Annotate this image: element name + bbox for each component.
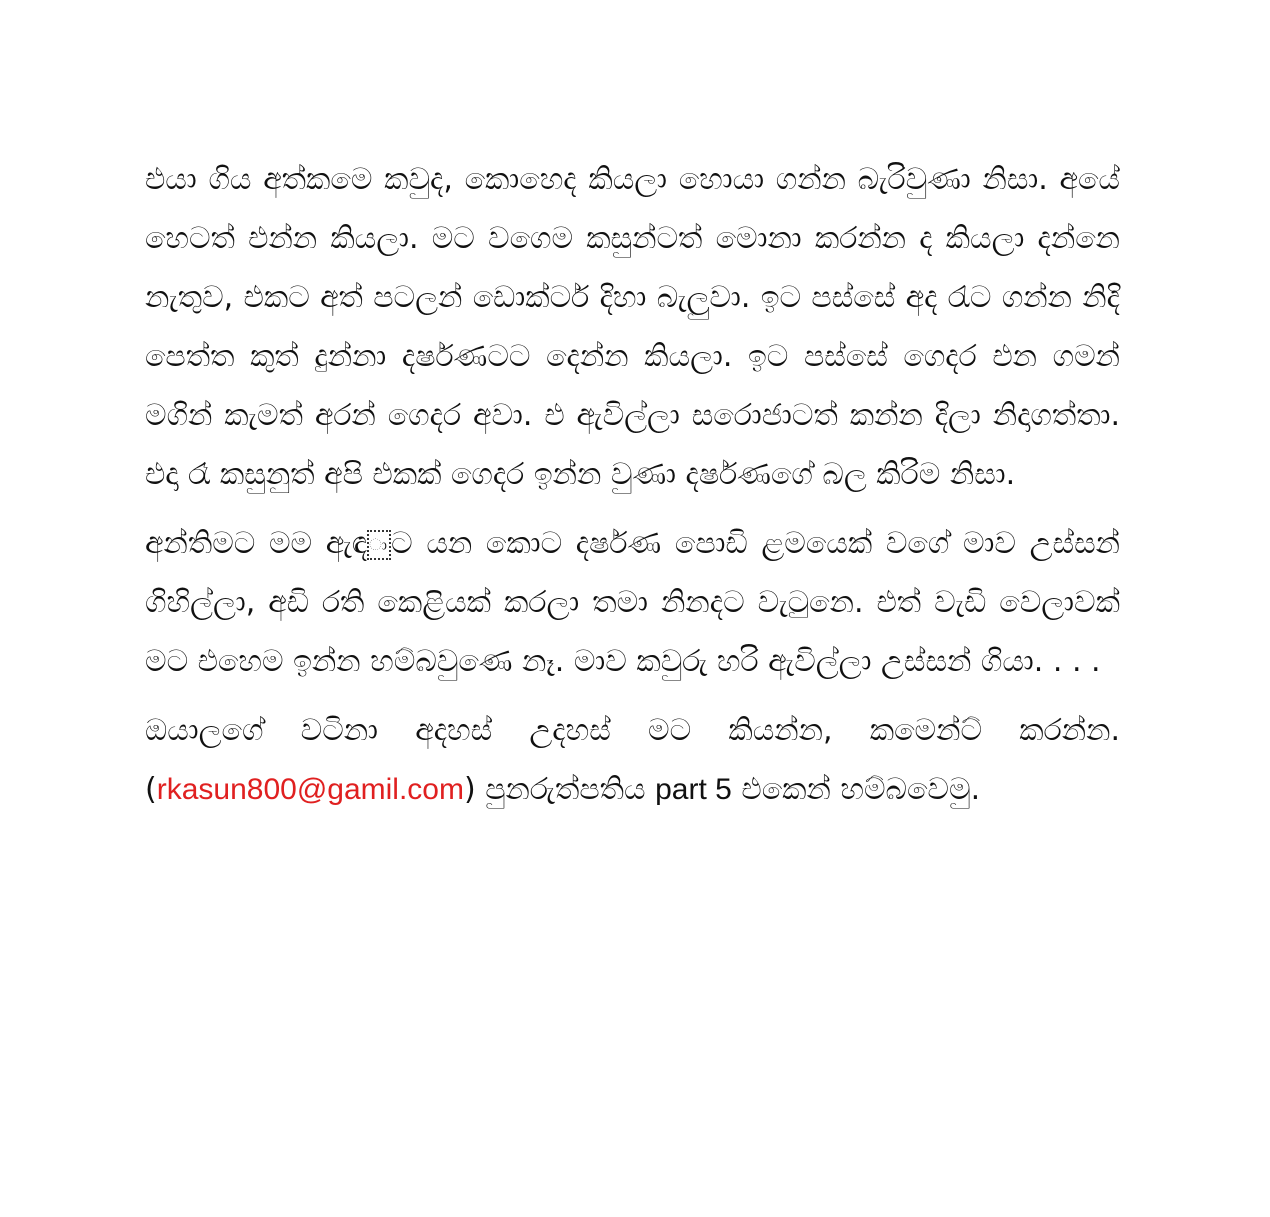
paragraph-1-text: එයා ගිය අත්කමෙ කවුද, කොහෙද කියලා හොයා ගන්න බැරිවුණා නිසා. අයේ හෙටත් එන්න කියලා. මට වගෙම කසුන්ටත් මොනා කරන්න ද කියලා දන්නෙ නැතුව, එකට අත් පටලන් ඩොක්ටර් දිහා බැලුවා. ඉට පස්සේ අද රැට ගන්න නිදි පෙත්ත කුත් දුන්නා දර්ෂණටට දෙන්න කියලා. ඉට පස්සේ ගෙදර එන ගමන් මගින් කැමත් අරන් ගෙදර අවා. එ ඇවිල්ලා සරොජාටත් කන්න දිලා නිදාගත්තා. එදා රෑ කසුනුත් අපි එකක් ගෙදර ඉන්න වුණා දර්ෂණගේ බල කිරිම නිසා. — [145, 162, 1120, 492]
email-address: rkasun800@gamil.com — [156, 773, 464, 806]
missing-glyph-box: ා — [367, 530, 391, 560]
paragraph-3-ending: එකෙන් හම්බවෙමු. — [731, 772, 981, 807]
paragraph-1 — [145, 150, 1120, 504]
document-page — [145, 150, 1120, 819]
part-number-text: part 5 — [655, 773, 732, 806]
paragraph-3 — [145, 701, 1120, 819]
paragraph-2-rest: ට යන කොට දර්ෂණ පොඩි ළමයෙක් වගේ මාව උස්සන් ගිහිල්ලා, අඩි රති කෙළියක් කරලා තමා නිනදට වැටුනෙ. එත් වැඩි වෙලාවක් මට එහෙම ඉන්න හම්බවුණෙ නෑ. මාව කවුරු හරි ඇවිල්ලා උස්සන් ගියා. . . . — [145, 526, 1120, 679]
paragraph-2-start: අන්තිමට මම ඇඳ — [145, 526, 368, 561]
paragraph-2 — [145, 514, 1120, 691]
paragraph-3-start: ඔයාලගේ වටිනා අදහස් උදහස් මට කියන්න, කමෙන්ට් කරන්න. ( — [145, 713, 1120, 807]
paragraph-3-after-email: ) පුනරුත්පතිය — [463, 772, 656, 807]
